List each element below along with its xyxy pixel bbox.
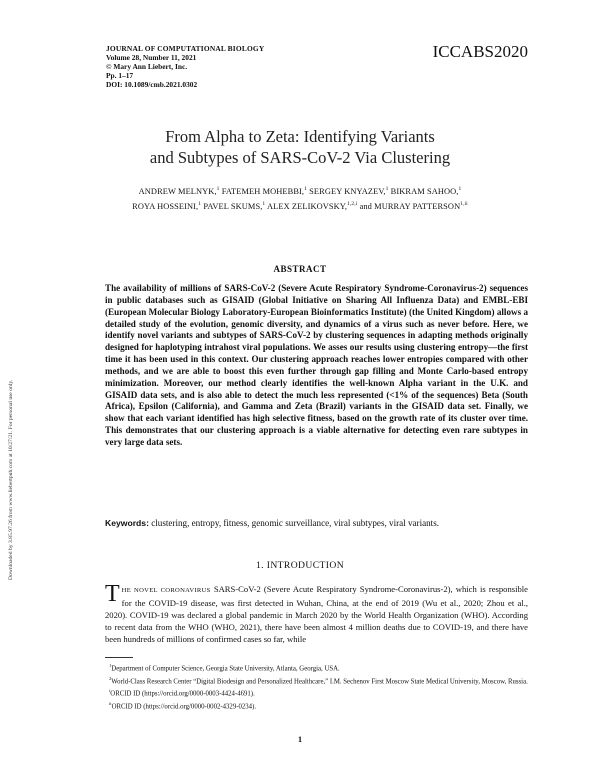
footnote [111, 686, 528, 699]
journal-volume: Volume 28, Number 11, 2021 [106, 53, 197, 62]
introduction-paragraph [105, 583, 528, 645]
conference-tag: ICCABS2020 [432, 42, 528, 61]
journal-doi: DOI: 10.1089/cmb.2021.0302 [106, 80, 198, 89]
author-affiliation: 1 [304, 186, 307, 192]
author: FATEMEH MOHEBBI, [221, 186, 305, 196]
footnote-text: Department of Computer Science, Georgia State University, Atlanta, Georgia, USA. [111, 665, 340, 673]
abstract-heading: ABSTRACT [273, 264, 327, 274]
footnote-text: World-Class Research Center “Digital Biodesign and Personalized Healthcare,” I.M. Sechenov First Moscow State Medical University, Moscow, Russia. [111, 677, 528, 685]
abstract-text: The availability of millions of SARS-CoV-2 (Severe Acute Respiratory Syndrome-Coronavirus-2) sequences in public databases such as GISAID (Global Initiative on Sharing All Influenza Data) and EMBL-EBI (European Molecular Biology Laboratory-European Bioinformatics Institute) (the United Kingdom) allows a detailed study of the evolution, genomic diversity, and dynamics of a virus such as never before. Here, we identify novel variants and subtypes of SARS-CoV-2 by clustering sequences in adapting methods originally designed for haplotyping intrahost viral populations. We asses our results using clustering entropy—the first time it has been used in this context. Our clustering approach reaches lower entropies compared with other methods, and we are able to boost this even further through gap filling and Monte Carlo-based entropy minimization. Moreover, our method clearly identifies the well-known Alpha variant in the U.K. and GISAID data sets, and is also able to detect the much less represented (<1% of the sequences) Beta (South Africa), Epsilon (California), and Gamma and Zeta (Brazil) variants in the GISAID data set. Finally, we show that each variant identified has high selective fitness, based on the growth rate of its cluster over time. This demonstrates that our clustering approach is a viable alternative for detecting even rare subtypes in very large data sets. [105, 283, 528, 447]
page-number: 1 [297, 734, 303, 744]
author: ANDREW MELNYK, [138, 186, 217, 196]
journal-pages: Pp. 1–17 [106, 71, 134, 80]
journal-info [106, 44, 264, 89]
section-heading-introduction: 1. INTRODUCTION [255, 560, 345, 571]
footnote-text: ORCID ID (https://orcid.org/0000-0003-4424-4691). [110, 690, 255, 698]
author-affiliation: 1 [385, 186, 389, 192]
footnote-mark: 1 [109, 663, 112, 668]
paper-title-line-1: From Alpha to Zeta: Identifying Variants [165, 127, 435, 146]
author: BIKRAM SAHOO, [390, 186, 459, 196]
footnotes [105, 661, 528, 711]
journal-name: JOURNAL OF COMPUTATIONAL BIOLOGY [106, 44, 265, 53]
drop-cap: T [105, 581, 120, 607]
keywords-label: Keywords: [105, 518, 149, 528]
author: SERGEY KNYAZEV, [309, 186, 386, 196]
footnote [111, 661, 528, 674]
small-caps-lead: HE NOVEL CORONAVIRUS [121, 587, 211, 594]
author: ROYA HOSSEINI, [132, 201, 199, 211]
keywords [105, 518, 528, 528]
footnote-mark: i [109, 688, 111, 694]
paper-title-line-2: and Subtypes of SARS-CoV-2 Via Clustering [149, 148, 451, 167]
author-affiliation: 1,ii [460, 200, 468, 207]
author: ALEX ZELIKOVSKY, [267, 201, 348, 211]
author-affiliation: 1 [198, 200, 202, 207]
author-affiliation: 1,2,i [347, 200, 358, 207]
footnote [111, 674, 528, 687]
download-watermark-text: Downloaded by 3.85.97.26 from www.liebertpub.com at 10/27/21. For personal use only. [8, 379, 14, 580]
footnote [111, 699, 528, 712]
download-watermark [6, 250, 18, 580]
keywords-list: clustering, entropy, fitness, genomic surveillance, viral subtypes, viral variants. [151, 518, 440, 528]
author: PAVEL SKUMS, [203, 201, 263, 211]
author: and MURRAY PATTERSON [359, 201, 461, 211]
footnote-mark: ii [109, 700, 112, 706]
author-affiliation: 1 [458, 186, 462, 192]
footnote-text: ORCID ID (https://orcid.org/0000-0002-4329-0234). [111, 702, 257, 710]
paper-title [0, 126, 600, 168]
footnote-mark: 2 [109, 675, 112, 681]
author-affiliation: 1 [216, 186, 220, 192]
author-list [60, 183, 540, 213]
author-affiliation: 1 [262, 200, 266, 207]
introduction-text: SARS-CoV-2 (Severe Acute Respiratory Syndrome-Coronavirus-2), which is responsible for the COVID-19 disease, was first detected in Wuhan, China, at the end of 2019 (Wu et al., 2020; Zhou et al., 2020). COVID-19 was declared a global pandemic in March 2020 by the World Health Organization (WHO). According to recent data from the WHO (WHO, 2021), there have been almost 4 million deaths due to COVID-19, and there have been hundreds of millions of confirmed cases so far, while [105, 584, 528, 645]
journal-copyright: © Mary Ann Liebert, Inc. [106, 62, 188, 71]
footnote-divider [105, 657, 133, 658]
